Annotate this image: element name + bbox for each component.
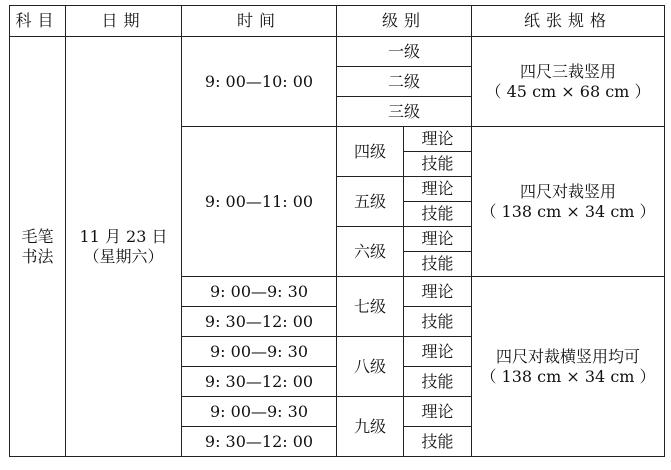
subject-cell [10,37,66,457]
header-subject: 科目 [10,6,66,37]
exam-schedule-table [9,5,665,457]
level-cell: 三级 [337,97,472,127]
part-cell: 理论 [404,127,472,152]
paper-size: （ 138 cm × 34 cm ） [480,366,656,386]
paper-name: 四尺三裁竖用 [519,61,616,81]
paper-name: 四尺对裁横竖用均可 [495,346,640,366]
level-cell: 七级 [337,277,404,337]
part-cell: 理论 [404,227,472,252]
paper-cell [472,277,665,457]
part-cell: 技能 [404,367,472,397]
subject-line-1: 毛笔 [21,226,54,246]
header-paper: 纸张规格 [472,6,665,37]
level-cell: 五级 [337,177,404,227]
part-cell: 技能 [404,252,472,277]
header-date: 日期 [66,6,182,37]
level-cell: 八级 [337,337,404,397]
paper-cell [472,127,665,277]
part-cell: 技能 [404,202,472,227]
level-cell: 二级 [337,67,472,97]
date-line-2: （星期六） [83,246,164,266]
header-level: 级别 [337,6,472,37]
table-row [10,37,665,67]
part-cell: 技能 [404,152,472,177]
level-cell: 九级 [337,397,404,457]
part-cell: 理论 [404,277,472,307]
time-cell: 9: 30—12: 00 [182,307,337,337]
paper-name: 四尺对裁竖用 [519,181,616,201]
part-cell: 理论 [404,337,472,367]
level-cell: 六级 [337,227,404,277]
time-cell: 9: 00—10: 00 [182,37,337,127]
time-cell: 9: 00—9: 30 [182,277,337,307]
time-cell: 9: 00—11: 00 [182,127,337,277]
header-time: 时间 [182,6,337,37]
level-cell: 四级 [337,127,404,177]
part-cell: 理论 [404,177,472,202]
paper-size: （ 45 cm × 68 cm ） [485,81,651,101]
part-cell: 技能 [404,307,472,337]
part-cell: 技能 [404,427,472,457]
time-cell: 9: 00—9: 30 [182,337,337,367]
level-cell: 一级 [337,37,472,67]
header-row [10,6,665,37]
time-cell: 9: 00—9: 30 [182,397,337,427]
paper-cell [472,37,665,127]
date-line-1: 11 月 23 日 [79,226,168,246]
paper-size: （ 138 cm × 34 cm ） [480,201,656,221]
subject-line-2: 书法 [21,246,54,266]
time-cell: 9: 30—12: 00 [182,427,337,457]
time-cell: 9: 30—12: 00 [182,367,337,397]
date-cell [66,37,182,457]
part-cell: 理论 [404,397,472,427]
